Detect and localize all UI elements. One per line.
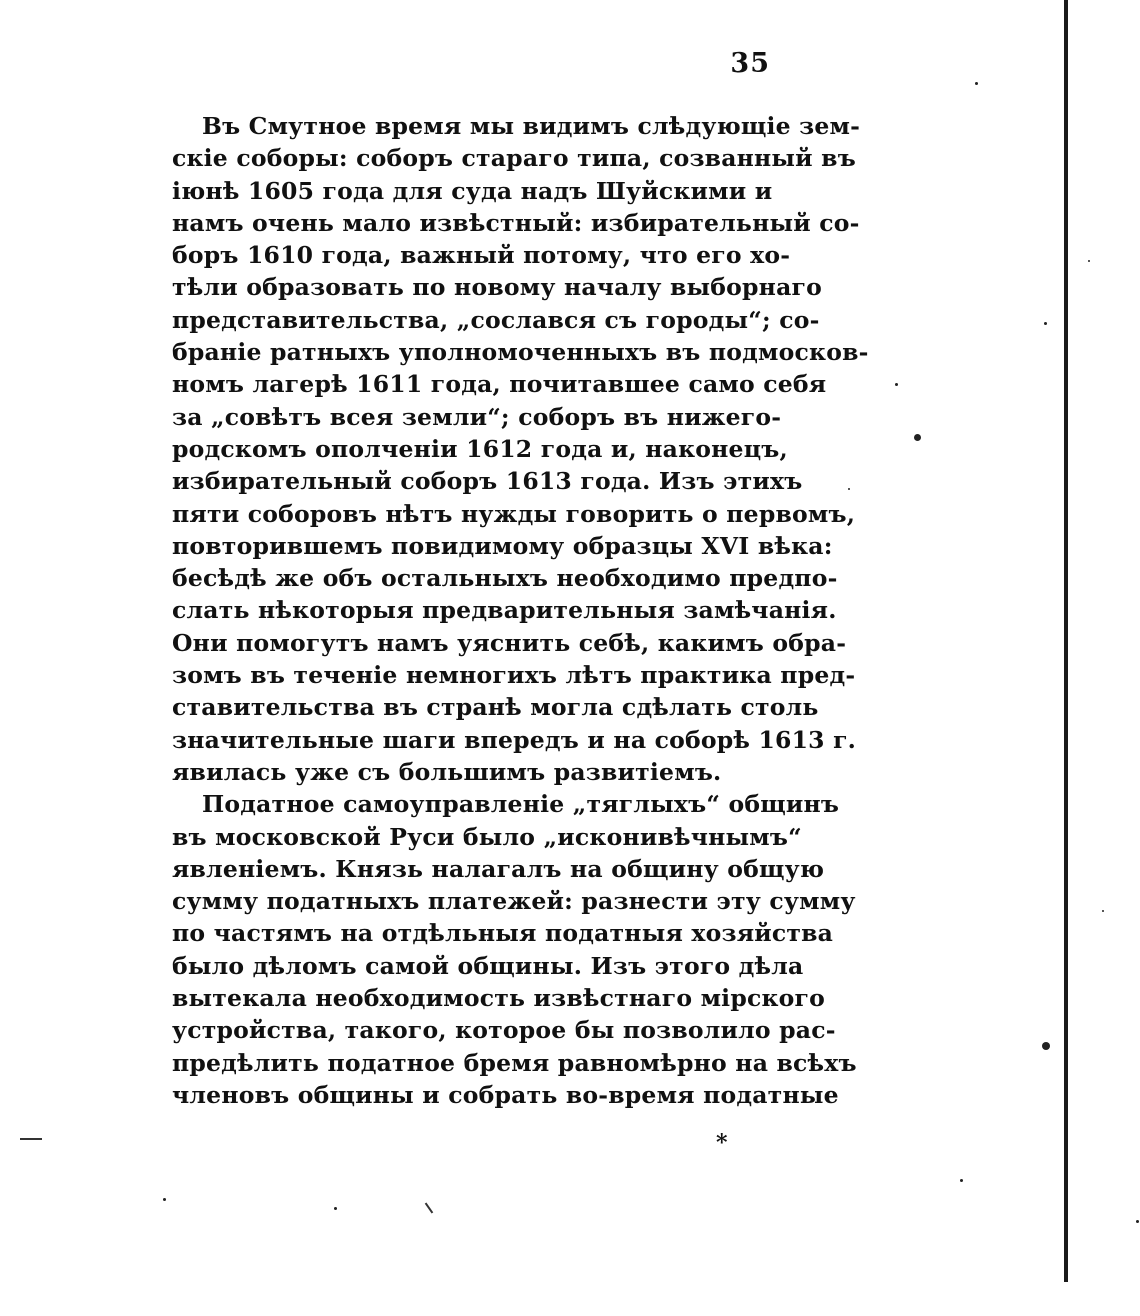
text-line: тѣли образовать по новому началу выборнаго: [172, 273, 822, 302]
scan-speck: [975, 82, 978, 85]
text-line: родскомъ ополченіи 1612 года и, наконецъ,: [172, 434, 788, 463]
scan-speck: [1136, 1220, 1139, 1223]
text-line: вытекала необходимость извѣстнаго мірского: [172, 984, 825, 1013]
text-line: избирательный соборъ 1613 года. Изъ этихъ: [172, 467, 803, 496]
text-line: пяти соборовъ нѣтъ нужды говорить о первомъ,: [172, 499, 856, 528]
text-line: іюнѣ 1605 года для суда надъ Шуйскими и: [172, 176, 773, 205]
text-line: ставительства въ странѣ могла сдѣлать столь: [172, 693, 819, 722]
text-line: браніе ратныхъ уполномоченныхъ въ подмосков-: [172, 338, 869, 367]
text-line: предѣлить податное бремя равномѣрно на всѣхъ: [172, 1048, 857, 1077]
text-line: было дѣломъ самой общины. Изъ этого дѣла: [172, 951, 804, 980]
text-line: повторившемъ повидимому образцы XVI вѣка:: [172, 531, 833, 560]
scan-dash: [425, 1203, 434, 1214]
text-line: въ московской Руси было „исконивѣчнымъ“: [172, 822, 802, 851]
text-line: скіе соборы: соборъ стараго типа, созванный въ: [172, 144, 856, 173]
text-line: членовъ общины и собрать во-время податные: [172, 1080, 839, 1109]
text-line: явленіемъ. Князь налагалъ на общину общую: [172, 854, 825, 883]
text-line: устройства, такого, которое бы позволило рас-: [172, 1016, 836, 1045]
text-line: намъ очень мало извѣстный: избирательный со-: [172, 208, 860, 237]
page-binding-edge: [1064, 0, 1068, 1282]
text-line: бесѣдѣ же объ остальныхъ необходимо предпо-: [172, 564, 838, 593]
scan-speck: [1044, 322, 1047, 325]
text-line: представительства, „сослався съ городы“; со-: [172, 305, 820, 334]
text-line: Въ Смутное время мы видимъ слѣдующіе зем-: [202, 112, 861, 140]
scan-speck: [334, 1207, 337, 1210]
text-line: по частямъ на отдѣльныя податныя хозяйства: [172, 919, 834, 948]
scan-speck: [914, 434, 921, 441]
text-line: значительные шаги впередъ и на соборѣ 1613 г.: [172, 725, 857, 754]
scan-speck: [1088, 260, 1090, 262]
scan-speck: [960, 1179, 963, 1182]
scan-speck: [163, 1198, 166, 1201]
paragraph-2: [172, 788, 857, 1111]
text-line: сумму податныхъ платежей: разнести эту сумму: [172, 887, 856, 916]
text-line: за „совѣтъ всея земли“; соборъ въ нижего-: [172, 402, 782, 431]
text-line: номъ лагерѣ 1611 года, почитавшее само себя: [172, 370, 827, 399]
text-line: боръ 1610 года, важный потому, что его хо-: [172, 241, 791, 270]
scan-speck: [848, 488, 850, 490]
paragraph-1: [172, 110, 869, 788]
scan-dash: [20, 1138, 42, 1140]
text-line: слать нѣкоторыя предварительныя замѣчанія.: [172, 596, 837, 625]
asterisk-mark: *: [716, 1130, 728, 1156]
body-text: [172, 110, 869, 1111]
text-line: зомъ въ теченіе немногихъ лѣтъ практика пред-: [172, 661, 856, 690]
scan-speck: [1102, 910, 1104, 912]
text-line: Податное самоуправленіе „тяглыхъ“ общинъ: [202, 790, 840, 819]
text-line: Они помогутъ намъ уяснить себѣ, какимъ обра-: [172, 628, 847, 657]
scan-speck: [895, 383, 898, 386]
scan-speck: [1042, 1042, 1050, 1050]
page-number: 35: [730, 48, 770, 79]
text-line: явилась уже съ большимъ развитіемъ.: [172, 757, 722, 786]
